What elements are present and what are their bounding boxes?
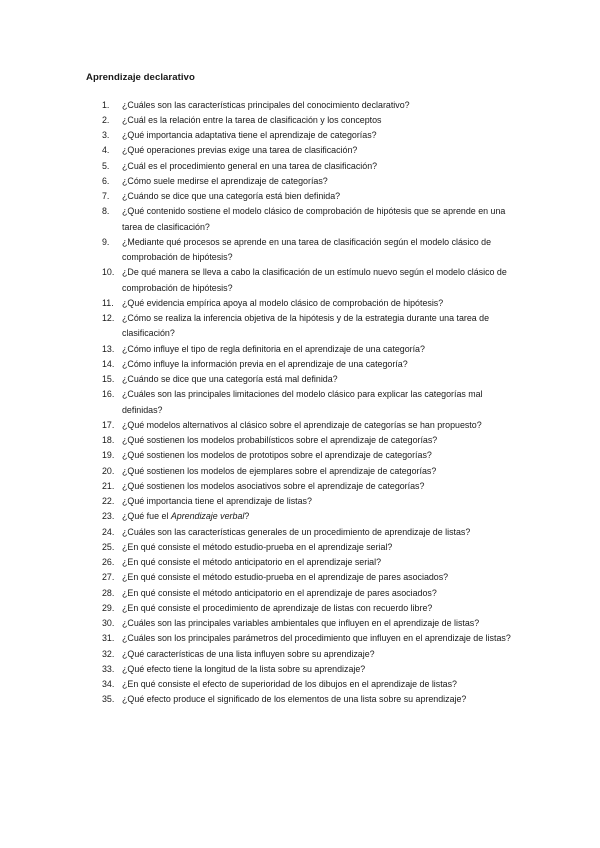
question-text: ¿En qué consiste el método anticipatorio en el aprendizaje de pares asociados? <box>122 587 437 598</box>
question-number: 21. <box>102 480 115 491</box>
question-text: ¿Cuándo se dice que una categoría está mal definida? <box>122 374 338 384</box>
question-text: ¿Qué sostienen los modelos de prototipos sobre el aprendizaje de categorías? <box>122 450 432 461</box>
question-item <box>0 525 600 540</box>
question-item <box>0 357 600 372</box>
question-item <box>0 113 600 128</box>
question-item <box>0 189 600 204</box>
question-text: ¿Cómo suele medirse el aprendizaje de categorías? <box>122 175 328 186</box>
question-text: ¿En qué consiste el método anticipatorio en el aprendizaje serial? <box>122 557 382 567</box>
question-item <box>0 418 600 433</box>
question-item <box>0 204 600 235</box>
question-item <box>0 448 600 463</box>
question-number: 16. <box>102 389 115 400</box>
question-item <box>0 570 600 585</box>
question-text: ¿Cuáles son las principales variables ambientales que influyen en el aprendizaje de listas? <box>122 618 480 628</box>
question-text: ¿En qué consiste el método estudio-prueba en el aprendizaje de pares asociados? <box>122 572 449 583</box>
question-number: 11. <box>102 297 114 308</box>
question-text: ¿Qué sostienen los modelos de ejemplares sobre el aprendizaje de categorías? <box>122 465 437 476</box>
question-number: 30. <box>102 618 115 628</box>
question-item <box>0 494 600 509</box>
question-text: ¿Qué evidencia empírica apoya al modelo clásico de comprobación de hipótesis? <box>122 297 444 308</box>
question-text-italic: Aprendizaje verbal <box>170 511 245 522</box>
question-item <box>0 372 600 387</box>
question-item <box>0 631 600 646</box>
question-text: ¿En qué consiste el efecto de superioridad de los dibujos en el aprendizaje de listas? <box>122 679 457 689</box>
question-number: 10. <box>102 267 115 278</box>
question-item <box>0 235 600 266</box>
question-text: ¿Qué operaciones previas exige una tarea de clasificación? <box>122 145 358 156</box>
question-number: 34. <box>102 679 115 689</box>
question-text: ¿Qué importancia tiene el aprendizaje de listas? <box>122 496 312 506</box>
question-text: ? <box>244 511 250 522</box>
question-number: 3. <box>102 130 110 140</box>
question-item <box>0 586 600 601</box>
question-item <box>0 387 600 418</box>
question-text: ¿Cuáles son los principales parámetros del procedimiento que influyen en el aprendizaje de listas? <box>122 633 511 644</box>
question-item <box>0 509 600 524</box>
question-text: ¿Qué efecto produce el significado de los elementos de una lista sobre su aprendizaje? <box>122 694 467 705</box>
question-number: 25. <box>102 541 115 552</box>
question-text: ¿Qué sostienen los modelos asociativos sobre el aprendizaje de categorías? <box>122 480 425 491</box>
question-item <box>0 662 600 677</box>
question-item <box>0 616 600 631</box>
question-item <box>0 174 600 189</box>
question-number: 31. <box>102 633 115 644</box>
question-number: 4. <box>102 145 110 156</box>
question-text: ¿Qué características de una lista influyen sobre su aprendizaje? <box>122 648 375 659</box>
question-number: 2. <box>102 114 110 125</box>
question-list <box>0 98 600 708</box>
question-text: ¿Cuándo se dice que una categoría está bien definida? <box>122 191 341 201</box>
question-text: ¿Cómo influye la información previa en el aprendizaje de una categoría? <box>122 358 408 369</box>
question-number: 18. <box>102 435 115 445</box>
question-text: ¿Qué sostienen los modelos probabilísticos sobre el aprendizaje de categorías? <box>122 435 438 445</box>
question-text: ¿Cómo se realiza la inferencia objetiva de la hipótesis y de la estrategia durante una tarea de clasificación? <box>122 313 490 339</box>
question-number: 33. <box>102 663 115 674</box>
question-item <box>0 433 600 448</box>
question-number: 7. <box>102 191 110 201</box>
question-text: ¿Qué importancia adaptativa tiene el aprendizaje de categorías? <box>122 130 377 140</box>
question-number: 29. <box>102 602 115 613</box>
question-text: ¿En qué consiste el procedimiento de aprendizaje de listas con recuerdo libre? <box>122 602 433 613</box>
question-item <box>0 159 600 174</box>
question-number: 5. <box>102 160 110 171</box>
question-number: 20. <box>102 465 115 476</box>
question-number: 27. <box>102 572 115 583</box>
question-number: 14. <box>102 358 115 369</box>
question-number: 24. <box>102 526 115 537</box>
question-item <box>0 464 600 479</box>
question-item <box>0 647 600 662</box>
question-number: 9. <box>102 236 110 247</box>
question-item <box>0 98 600 113</box>
question-item <box>0 296 600 311</box>
question-text: ¿En qué consiste el método estudio-prueba en el aprendizaje serial? <box>122 541 393 552</box>
question-text: ¿Qué efecto tiene la longitud de la lista sobre su aprendizaje? <box>122 663 366 674</box>
question-item <box>0 342 600 357</box>
question-text: ¿Cuáles son las características principales del conocimiento declarativo? <box>122 99 410 110</box>
question-number: 23. <box>102 511 115 522</box>
question-number: 26. <box>102 557 115 567</box>
question-text: ¿Cómo influye el tipo de regla definitoria en el aprendizaje de una categoría? <box>122 343 425 354</box>
question-text: ¿Qué fue el <box>122 511 171 522</box>
question-item <box>0 540 600 555</box>
question-text: ¿Cuál es el procedimiento general en una tarea de clasificación? <box>122 160 378 171</box>
question-number: 35. <box>102 694 115 705</box>
question-item <box>0 143 600 158</box>
question-number: 17. <box>102 419 115 430</box>
question-number: 22. <box>102 496 115 506</box>
question-number: 15. <box>102 374 115 384</box>
question-number: 8. <box>102 206 110 217</box>
question-item <box>0 601 600 616</box>
question-number: 28. <box>102 587 115 598</box>
question-item <box>0 692 600 707</box>
question-text: ¿Qué modelos alternativos al clásico sobre el aprendizaje de categorías se han propuesto? <box>122 419 482 430</box>
question-text: ¿Mediante qué procesos se aprende en una tarea de clasificación según el modelo clásico de comprobación de hipótesis? <box>122 236 492 262</box>
question-text: ¿Cuál es la relación entre la tarea de clasificación y los conceptos <box>122 114 382 125</box>
document-title: Aprendizaje declarativo <box>86 72 195 83</box>
question-item <box>0 265 600 296</box>
question-number: 32. <box>102 648 115 659</box>
question-number: 13. <box>102 343 115 354</box>
question-item <box>0 677 600 692</box>
question-text: ¿Qué contenido sostiene el modelo clásico de comprobación de hipótesis que se aprende en una tarea de clasificación? <box>122 206 506 232</box>
question-text: ¿Cuáles son las características generales de un procedimiento de aprendizaje de listas? <box>122 526 471 537</box>
question-item <box>0 479 600 494</box>
question-number: 1. <box>102 99 110 110</box>
question-text: ¿Cuáles son las principales limitaciones del modelo clásico para explicar las categorías mal definidas? <box>122 389 483 415</box>
question-item <box>0 555 600 570</box>
question-number: 6. <box>102 175 110 186</box>
question-item <box>0 128 600 143</box>
question-item <box>0 311 600 342</box>
question-text: ¿De qué manera se lleva a cabo la clasificación de un estímulo nuevo según el modelo clásico de comprobación de hipótesis? <box>122 267 507 293</box>
question-number: 19. <box>102 450 115 461</box>
question-number: 12. <box>102 313 115 323</box>
